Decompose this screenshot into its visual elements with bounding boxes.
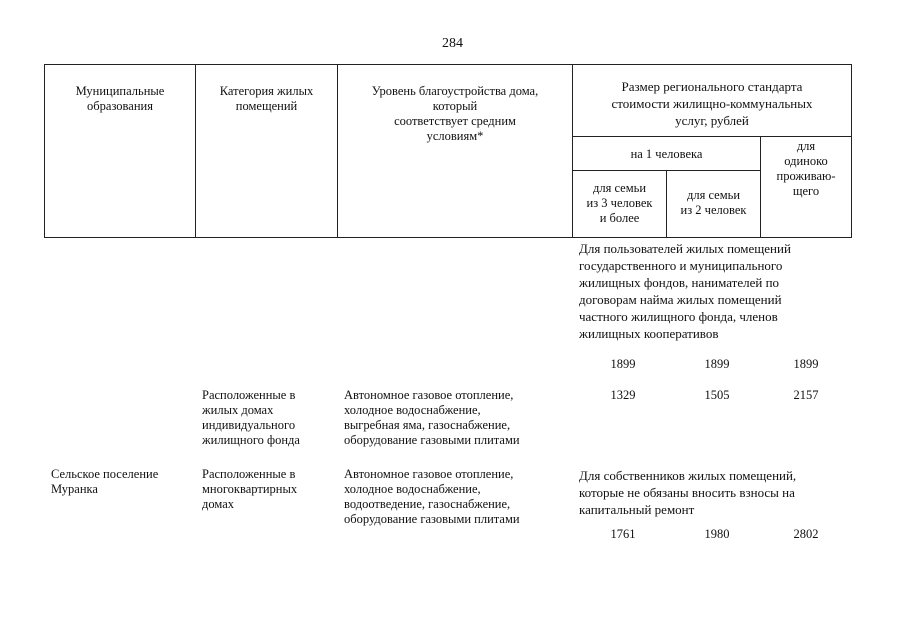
row2-value-family3: 1329 <box>610 388 636 402</box>
row3-value-family2: 1980 <box>704 527 730 541</box>
col-border-3 <box>572 64 573 238</box>
note-users: Для пользователей жилых помещений государственного и муниципального жилищных фондов, нанимателей по договорам найма жилых помещений частного жилищного фонда, членов жилищных кооперативов <box>579 241 791 341</box>
header-category: Категория жилых помещений <box>219 84 314 113</box>
row2-value-single: 2157 <box>793 388 819 402</box>
col-border-5 <box>760 136 761 238</box>
header-family-2: для семьи из 2 человек <box>680 188 747 217</box>
row1-value-family3: 1899 <box>610 357 636 371</box>
header-single: для одиноко проживаю- щего <box>776 139 836 198</box>
col-border-right <box>851 64 852 238</box>
page-number: 284 <box>442 36 463 51</box>
col-border-left <box>44 64 45 238</box>
row3-value-single: 2802 <box>793 527 819 541</box>
table-top-border <box>44 64 852 65</box>
header-family-3: для семьи из 3 человек и более <box>586 181 653 225</box>
header-amenity: Уровень благоустройства дома, который соответствует средним условиям* <box>371 84 539 143</box>
row1-value-family2: 1899 <box>704 357 730 371</box>
row3-category: Расположенные в многоквартирных домах <box>202 467 298 511</box>
row3-amenity: Автономное газовое отопление, холодное водоснабжение, водоотведение, газоснабжение, оборудование газовыми плитами <box>344 467 520 526</box>
standard-subheader-divider <box>572 136 852 137</box>
header-municipality: Муниципальные образования <box>75 84 165 113</box>
row3-municipality: Сельское поселение Муранка <box>51 467 159 496</box>
header-standard-size: Размер регионального стандарта стоимости жилищно-коммунальных услуг, рублей <box>611 79 813 128</box>
table-header-bottom-border <box>44 237 852 238</box>
col-border-1 <box>195 64 196 238</box>
note-owners: Для собственников жилых помещений, которые не обязаны вносить взносы на капитальный ремонт <box>579 468 797 517</box>
col-border-2 <box>337 64 338 238</box>
row2-value-family2: 1505 <box>704 388 730 402</box>
row2-amenity: Автономное газовое отопление, холодное водоснабжение, выгребная яма, газоснабжение, оборудование газовыми плитами <box>344 388 520 447</box>
col-border-4 <box>666 170 667 238</box>
row2-category: Расположенные в жилых домах индивидуального жилищного фонда <box>202 388 300 447</box>
row1-value-single: 1899 <box>793 357 819 371</box>
header-per-person: на 1 человека <box>630 147 703 161</box>
row3-value-family3: 1761 <box>610 527 636 541</box>
